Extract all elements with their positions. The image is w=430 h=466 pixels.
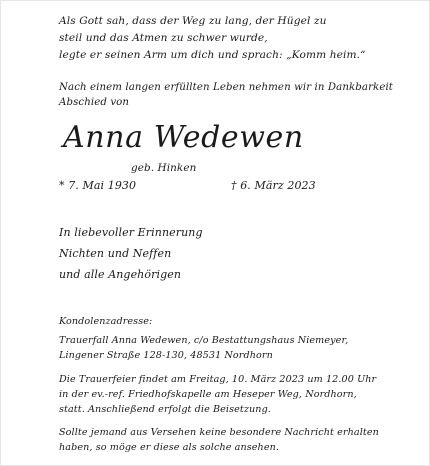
service-line-3: statt. Anschließend erfolgt die Beisetzung. — [59, 404, 271, 415]
poem-line-1: Als Gott sah, dass der Weg zu lang, der Hügel zu — [59, 15, 327, 27]
deceased-name: Anna Wedewen — [63, 120, 304, 155]
service-line-1: Die Trauerfeier findet am Freitag, 10. März 2023 um 12.00 Uhr — [59, 374, 377, 385]
intro-line-1: Nach einem langen erfüllten Leben nehmen wir in Dankbarkeit — [59, 82, 394, 93]
mourners-line-2: und alle Angehörigen — [59, 268, 182, 281]
birth-name: geb. Hinken — [131, 162, 197, 174]
memory-line-1: In liebevoller Erinnerung — [59, 226, 203, 239]
death-date: † 6. März 2023 — [231, 179, 316, 192]
condolence-address-2: Lingener Straße 128-130, 48531 Nordhorn — [59, 350, 273, 361]
service-line-2: in der ev.-ref. Friedhofskapelle am Heseper Weg, Nordhorn, — [59, 389, 357, 400]
intro-line-2: Abschied von — [59, 97, 130, 108]
condolence-address-1: Trauerfall Anna Wedewen, c/o Bestattungshaus Niemeyer, — [59, 335, 349, 346]
mourners-line-1: Nichten und Neffen — [59, 247, 172, 260]
notice-line-1: Sollte jemand aus Versehen keine besondere Nachricht erhalten — [59, 427, 379, 438]
poem-line-2: steil und das Atmen zu schwer wurde, — [59, 32, 268, 44]
birth-date: * 7. Mai 1930 — [59, 179, 137, 192]
condolence-heading: Kondolenzadresse: — [59, 316, 153, 327]
notice-line-2: haben, so möge er diese als solche ansehen. — [59, 442, 280, 453]
poem-line-3: legte er seinen Arm um dich und sprach: „Komm heim.“ — [59, 49, 366, 61]
